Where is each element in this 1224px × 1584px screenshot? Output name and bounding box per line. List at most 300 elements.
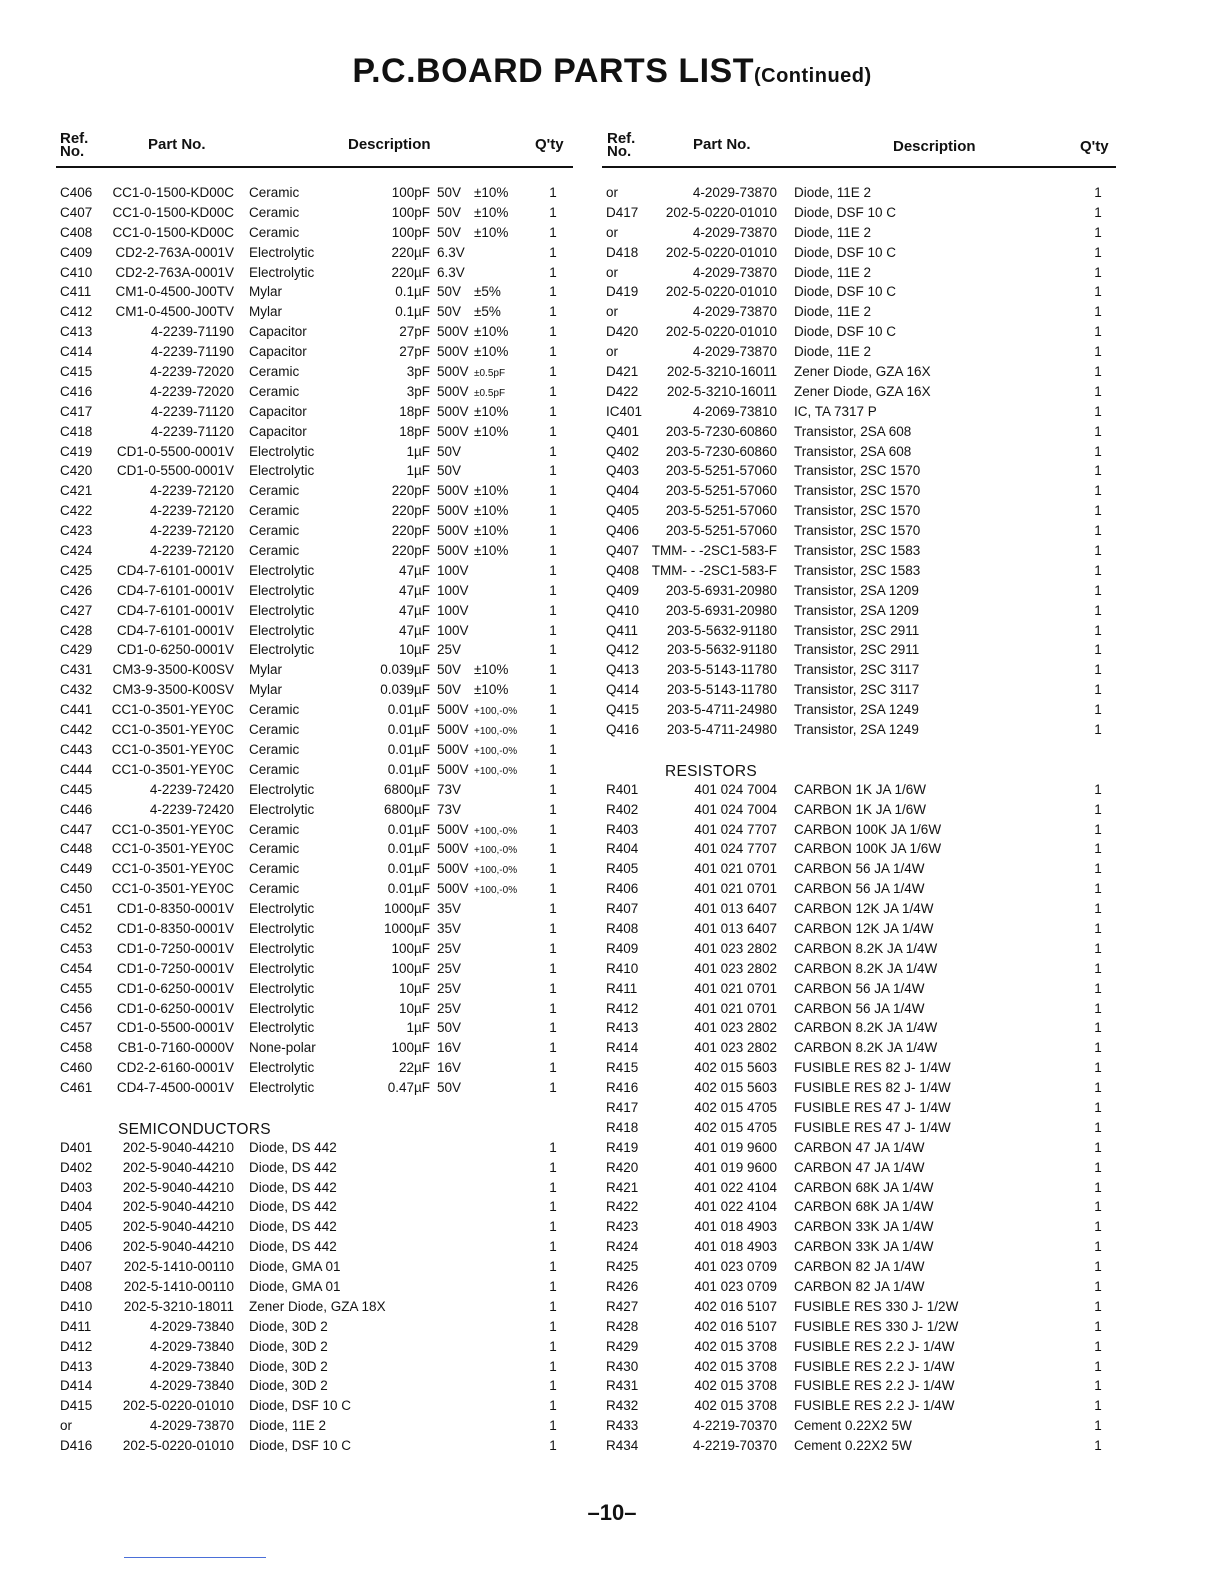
part-no: 203-5-4711-24980	[666, 702, 777, 718]
voltage: 50V	[437, 284, 462, 300]
ref-no: D414	[60, 1378, 93, 1394]
part-no: 203-5-7230-60860	[665, 423, 777, 439]
ref-no: C418	[60, 423, 93, 439]
quantity: 1	[549, 364, 557, 380]
part-no: 401 019 9600	[694, 1159, 777, 1175]
part-no: 202-5-3210-16011	[666, 383, 777, 399]
table-row	[60, 403, 580, 423]
part-no: 401 021 0701	[694, 861, 777, 877]
description: CARBON 82 JA 1/4W	[794, 1259, 925, 1275]
table-row	[606, 860, 1126, 880]
description: Ceramic	[249, 364, 300, 380]
description: CARBON 8.2K JA 1/4W	[794, 940, 938, 956]
part-no: 402 016 5107	[694, 1318, 777, 1334]
table-row	[60, 701, 580, 721]
part-no: 202-5-9040-44210	[122, 1199, 234, 1215]
description: CARBON 100K JA 1/6W	[794, 821, 942, 837]
quantity: 1	[549, 722, 557, 738]
description: Transistor, 2SC 3117	[794, 662, 920, 678]
tolerance: +100,-0%	[474, 765, 518, 777]
voltage: 25V	[437, 940, 462, 956]
table-row	[60, 1278, 580, 1298]
table-row	[606, 1397, 1126, 1417]
value: 100µF	[391, 960, 430, 976]
voltage: 500V	[437, 722, 469, 738]
quantity: 1	[1094, 1040, 1102, 1056]
part-no: 202-5-9040-44210	[122, 1159, 234, 1175]
part-no: CC1-0-3501-YEY0C	[111, 841, 234, 857]
quantity: 1	[1094, 1060, 1102, 1076]
table-row	[60, 721, 580, 741]
part-no: 4-2239-72120	[149, 543, 234, 559]
table-row	[606, 383, 1126, 403]
value: 10µF	[398, 1000, 430, 1016]
voltage: 500V	[437, 423, 469, 439]
ref-no: IC401	[606, 403, 643, 419]
ref-no: D406	[60, 1239, 93, 1255]
table-row	[606, 403, 1126, 423]
table-row	[606, 1179, 1126, 1199]
part-no: 402 015 5603	[694, 1080, 777, 1096]
table-row	[60, 821, 580, 841]
ref-no: or	[60, 1418, 73, 1434]
tolerance: ±10%	[474, 523, 509, 539]
part-no: CM1-0-4500-J00TV	[115, 284, 234, 300]
voltage: 25V	[437, 642, 462, 658]
description: Transistor, 2SC 1570	[794, 523, 921, 539]
table-row	[60, 264, 580, 284]
table-row	[606, 363, 1126, 383]
quantity: 1	[549, 682, 557, 698]
quantity: 1	[549, 463, 557, 479]
table-row	[60, 482, 580, 502]
description: Ceramic	[249, 841, 300, 857]
ref-no: C454	[60, 960, 93, 976]
quantity: 1	[1094, 403, 1102, 419]
quantity: 1	[1094, 1239, 1102, 1255]
ref-no: C432	[60, 682, 93, 698]
part-no: 202-5-0220-01010	[665, 284, 777, 300]
description: Electrolytic	[249, 562, 315, 578]
ref-no: R430	[606, 1358, 639, 1374]
ref-no: D405	[60, 1219, 93, 1235]
description: Ceramic	[249, 543, 300, 559]
voltage: 6.3V	[437, 244, 465, 260]
description: Diode, 11E 2	[794, 304, 872, 320]
ref-no: R412	[606, 1000, 639, 1016]
description: Diode, 11E 2	[794, 344, 872, 360]
part-no: CC1-0-1500-KD00C	[112, 185, 234, 200]
table-row	[60, 1397, 580, 1417]
description: Electrolytic	[249, 1080, 315, 1096]
ref-no: C414	[60, 344, 93, 360]
part-no: 4-2029-73870	[692, 264, 777, 280]
voltage: 50V	[437, 204, 462, 220]
table-row	[606, 443, 1126, 463]
table-row	[60, 184, 580, 204]
ref-no: R415	[606, 1060, 639, 1076]
page-number: –10–	[587, 1500, 637, 1525]
quantity: 1	[549, 1020, 557, 1036]
voltage: 50V	[437, 304, 462, 320]
table-row	[60, 224, 580, 244]
quantity: 1	[549, 1239, 557, 1255]
ref-no: Q401	[606, 423, 640, 439]
ref-no: R416	[606, 1080, 639, 1096]
table-row	[60, 741, 580, 761]
ref-no: D410	[60, 1298, 93, 1314]
value: 0.01µF	[387, 841, 430, 857]
value: 220pF	[391, 503, 430, 519]
quantity: 1	[549, 344, 557, 360]
quantity: 1	[1094, 1119, 1102, 1135]
description: CARBON 56 JA 1/4W	[794, 1000, 925, 1016]
part-no: 401 023 2802	[694, 940, 777, 956]
quantity: 1	[1094, 1378, 1102, 1394]
value: 0.1µF	[395, 284, 430, 300]
description: Ceramic	[249, 383, 300, 399]
quantity: 1	[549, 483, 557, 499]
ref-no: R431	[606, 1378, 639, 1394]
table-row	[60, 900, 580, 920]
table-row	[60, 244, 580, 264]
voltage: 500V	[437, 821, 469, 837]
voltage: 500V	[437, 543, 469, 559]
part-no: 202-5-1410-00110	[123, 1259, 234, 1275]
table-row	[606, 920, 1126, 940]
ref-no: R426	[606, 1278, 639, 1294]
quantity: 1	[549, 901, 557, 917]
value: 220pF	[391, 523, 430, 539]
description: CARBON 33K JA 1/4W	[794, 1239, 934, 1255]
quantity: 1	[549, 741, 557, 757]
description: Mylar	[249, 662, 282, 678]
description: FUSIBLE RES 47 J- 1/4W	[794, 1119, 951, 1135]
quantity: 1	[549, 960, 557, 976]
ref-no: C415	[60, 364, 93, 380]
quantity: 1	[1094, 1199, 1102, 1215]
quantity: 1	[549, 801, 557, 817]
description: Transistor, 2SC 2911	[794, 622, 920, 638]
description: Electrolytic	[249, 244, 315, 260]
part-no: 202-5-9040-44210	[122, 1139, 234, 1155]
part-no: CD1-0-5500-0001V	[116, 1020, 234, 1036]
table-row	[60, 1000, 580, 1020]
table-row	[60, 303, 580, 323]
quantity: 1	[549, 1199, 557, 1215]
table-row	[606, 980, 1126, 1000]
part-no: 401 013 6407	[694, 901, 777, 917]
description: CARBON 47 JA 1/4W	[794, 1139, 925, 1155]
table-row	[60, 1179, 580, 1199]
description: Transistor, 2SC 3117	[794, 682, 920, 698]
table-row	[60, 681, 580, 701]
description: FUSIBLE RES 330 J- 1/2W	[794, 1318, 959, 1334]
table-row	[606, 1338, 1126, 1358]
value: 10µF	[398, 980, 430, 996]
ref-no: R434	[606, 1438, 639, 1454]
table-row	[606, 1099, 1126, 1119]
part-no: 202-5-0220-01010	[122, 1398, 234, 1414]
value: 3pF	[406, 383, 430, 399]
right-header-ref	[607, 132, 635, 158]
left-header-description: Description	[348, 136, 431, 153]
description: CARBON 47 JA 1/4W	[794, 1159, 925, 1175]
description: Electrolytic	[249, 622, 315, 638]
quantity: 1	[1094, 324, 1102, 340]
ref-no: C420	[60, 463, 93, 479]
left-header-ref	[60, 132, 88, 158]
description: Diode, DSF 10 C	[794, 284, 897, 300]
voltage: 50V	[437, 682, 462, 698]
description: Diode, 30D 2	[249, 1318, 328, 1334]
quantity: 1	[549, 1378, 557, 1394]
quantity: 1	[1094, 244, 1102, 260]
ref-no: R424	[606, 1239, 639, 1255]
voltage: 100V	[437, 602, 469, 618]
ref-no: D407	[60, 1259, 93, 1275]
description: Electrolytic	[249, 801, 315, 817]
description: Transistor, 2SC 1570	[794, 483, 921, 499]
table-row	[60, 1218, 580, 1238]
description: Ceramic	[249, 503, 300, 519]
table-row	[60, 960, 580, 980]
description: Zener Diode, GZA 16X	[794, 383, 931, 399]
ref-no: C443	[60, 741, 93, 757]
part-no: 4-2069-73810	[692, 403, 777, 419]
quantity: 1	[549, 403, 557, 419]
voltage: 50V	[437, 662, 462, 678]
part-no: 4-2029-73840	[149, 1358, 234, 1374]
ref-no: C451	[60, 901, 93, 917]
tolerance: ±10%	[474, 185, 509, 200]
value: 220µF	[391, 264, 430, 280]
quantity: 1	[1094, 185, 1102, 200]
quantity: 1	[1094, 1298, 1102, 1314]
description: Diode, DS 442	[249, 1239, 337, 1255]
ref-no: C427	[60, 602, 93, 618]
description: Transistor, 2SC 1583	[794, 562, 921, 578]
description: Diode, 11E 2	[794, 264, 872, 280]
ref-no: C422	[60, 503, 93, 519]
ref-no: C453	[60, 940, 93, 956]
description: CARBON 56 JA 1/4W	[794, 861, 925, 877]
table-row	[606, 1417, 1126, 1437]
quantity: 1	[1094, 841, 1102, 857]
voltage: 500V	[437, 841, 469, 857]
description: Electrolytic	[249, 1000, 315, 1016]
quantity: 1	[1094, 1278, 1102, 1294]
left-header-qty: Q'ty	[535, 136, 564, 153]
table-row	[60, 761, 580, 781]
voltage: 100V	[437, 562, 469, 578]
ref-no: C428	[60, 622, 93, 638]
description: Electrolytic	[249, 940, 315, 956]
part-no: 401 022 4104	[694, 1199, 777, 1215]
table-row	[606, 1198, 1126, 1218]
table-row	[606, 960, 1126, 980]
quantity: 1	[549, 781, 557, 797]
tolerance: +100,-0%	[474, 865, 518, 877]
table-row	[60, 1238, 580, 1258]
part-no: 4-2239-72420	[149, 801, 234, 817]
quantity: 1	[1094, 1438, 1102, 1454]
quantity: 1	[549, 980, 557, 996]
description: Ceramic	[249, 702, 300, 718]
voltage: 500V	[437, 523, 469, 539]
table-row	[606, 641, 1126, 661]
table-row	[606, 1238, 1126, 1258]
part-no: 4-2239-72120	[149, 483, 234, 499]
quantity: 1	[1094, 1219, 1102, 1235]
table-row	[606, 502, 1126, 522]
description: Diode, 30D 2	[249, 1378, 328, 1394]
part-no: 401 021 0701	[694, 980, 777, 996]
tolerance: ±10%	[474, 423, 509, 439]
quantity: 1	[1094, 1159, 1102, 1175]
ref-no: C406	[60, 185, 93, 200]
quantity: 1	[1094, 901, 1102, 917]
description: Electrolytic	[249, 602, 315, 618]
part-no: 401 024 7004	[694, 781, 777, 797]
ref-no: R433	[606, 1418, 639, 1434]
table-row	[60, 1437, 580, 1457]
quantity: 1	[1094, 1099, 1102, 1115]
quantity: 1	[549, 1358, 557, 1374]
ref-no: D404	[60, 1199, 93, 1215]
ref-no: Q409	[606, 582, 640, 598]
table-row	[60, 462, 580, 482]
table-row	[60, 880, 580, 900]
description: Diode, GMA 01	[249, 1278, 341, 1294]
quantity: 1	[1094, 682, 1102, 698]
table-row	[60, 204, 580, 224]
table-row	[606, 204, 1126, 224]
description: Transistor, 2SA 608	[794, 423, 912, 439]
part-no: CD4-7-4500-0001V	[116, 1080, 234, 1096]
table-row	[606, 1318, 1126, 1338]
quantity: 1	[1094, 443, 1102, 459]
part-no: CD1-0-6250-0001V	[116, 642, 234, 658]
header-ref-text: Ref.	[607, 130, 636, 147]
table-row	[60, 582, 580, 602]
part-no: 4-2239-72120	[149, 503, 234, 519]
value: 100pF	[391, 185, 430, 200]
description: Diode, 11E 2	[249, 1418, 327, 1434]
ref-no: D403	[60, 1179, 93, 1195]
quantity: 1	[549, 1438, 557, 1454]
ref-no: Q402	[606, 443, 640, 459]
part-no: 401 024 7707	[694, 821, 777, 837]
table-row	[606, 840, 1126, 860]
part-no: 401 021 0701	[694, 881, 777, 897]
ref-no: C416	[60, 383, 93, 399]
description: FUSIBLE RES 2.2 J- 1/4W	[794, 1398, 955, 1414]
part-no: CC1-0-3501-YEY0C	[111, 761, 234, 777]
title-suffix: (Continued)	[753, 65, 872, 87]
ref-no: D413	[60, 1358, 93, 1374]
quantity: 1	[1094, 722, 1102, 738]
table-row	[60, 920, 580, 940]
part-no: 401 019 9600	[694, 1139, 777, 1155]
quantity: 1	[1094, 463, 1102, 479]
ref-no: C411	[60, 284, 92, 300]
ref-no: Q413	[606, 662, 640, 678]
description: Ceramic	[249, 224, 300, 240]
ref-no: C419	[60, 443, 93, 459]
ref-no: R432	[606, 1398, 639, 1414]
table-row	[60, 980, 580, 1000]
description: Capacitor	[249, 324, 307, 340]
part-no: 4-2029-73840	[149, 1318, 234, 1334]
part-no: 4-2239-71120	[150, 423, 234, 439]
part-no: 4-2239-72420	[149, 781, 234, 797]
value: 47µF	[398, 562, 430, 578]
table-row	[60, 1139, 580, 1159]
voltage: 50V	[437, 185, 462, 200]
voltage: 500V	[437, 483, 469, 499]
description: Electrolytic	[249, 463, 315, 479]
tolerance: ±10%	[474, 682, 509, 698]
table-row	[60, 1338, 580, 1358]
quantity: 1	[549, 702, 557, 718]
description: CARBON 12K JA 1/4W	[794, 920, 934, 936]
description: Diode, DSF 10 C	[794, 204, 897, 220]
part-no: 402 015 3708	[694, 1338, 777, 1354]
tolerance: ±10%	[474, 662, 509, 678]
voltage: 500V	[437, 702, 469, 718]
ref-no: R407	[606, 901, 639, 917]
part-no: 4-2219-70370	[692, 1438, 777, 1454]
tolerance: ±10%	[474, 324, 509, 340]
value: 100µF	[391, 940, 430, 956]
right-header-description: Description	[893, 138, 976, 155]
quantity: 1	[1094, 960, 1102, 976]
tolerance: ±5%	[474, 304, 501, 320]
table-row	[606, 801, 1126, 821]
part-no: 202-5-0220-01010	[665, 324, 777, 340]
voltage: 500V	[437, 383, 469, 399]
table-row	[60, 622, 580, 642]
quantity: 1	[1094, 543, 1102, 559]
quantity: 1	[1094, 920, 1102, 936]
table-row	[606, 1218, 1126, 1238]
description: CARBON 1K JA 1/6W	[794, 781, 927, 797]
part-no: CC1-0-3501-YEY0C	[111, 702, 234, 718]
voltage: 50V	[437, 463, 462, 479]
part-no: 402 015 4705	[694, 1119, 777, 1135]
tolerance: +100,-0%	[474, 745, 518, 757]
part-no: 401 023 2802	[694, 960, 777, 976]
value: 0.01µF	[387, 861, 430, 877]
part-no: 401 021 0701	[694, 1000, 777, 1016]
quantity: 1	[1094, 642, 1102, 658]
value: 47µF	[398, 602, 430, 618]
tolerance: ±10%	[474, 483, 509, 499]
voltage: 100V	[437, 582, 469, 598]
table-row	[60, 1198, 580, 1218]
description: CARBON 82 JA 1/4W	[794, 1278, 925, 1294]
description: Diode, DSF 10 C	[794, 324, 897, 340]
value: 18pF	[399, 403, 430, 419]
part-no: 203-5-7230-60860	[665, 443, 777, 459]
description: Ceramic	[249, 821, 300, 837]
ref-no: D421	[606, 364, 639, 380]
table-row	[606, 1358, 1126, 1378]
table-row	[60, 1019, 580, 1039]
quantity: 1	[549, 602, 557, 618]
description: Diode, DSF 10 C	[249, 1438, 352, 1454]
